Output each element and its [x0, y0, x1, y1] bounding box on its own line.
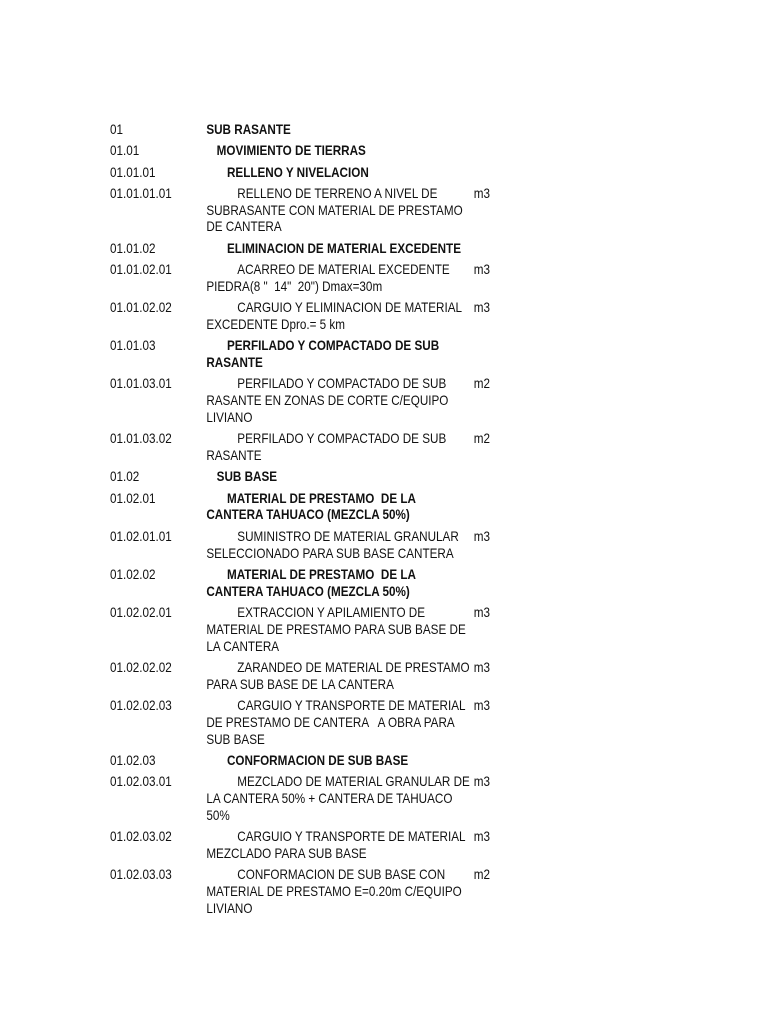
item-code: 01.01.03 [110, 338, 156, 354]
item-row [110, 469, 540, 486]
item-code: 01.01.03.02 [110, 431, 172, 447]
item-code: 01.02.03.01 [110, 774, 172, 790]
item-row [110, 698, 540, 748]
item-code: 01.02.02.02 [110, 659, 172, 675]
item-description: PERFILADO Y COMPACTADO DE SUB RASANTE [206, 338, 443, 371]
item-description: RELLENO Y NIVELACION [226, 164, 369, 180]
item-description: EXTRACCION Y APILAMIENTO DE MATERIAL DE PRESTAMO PARA SUB BASE DE LA CANTERA [206, 604, 469, 654]
item-row [110, 431, 540, 465]
item-unit: m3 [473, 828, 491, 844]
item-row [110, 567, 540, 601]
item-unit: m3 [473, 262, 491, 278]
item-description: SUB RASANTE [206, 122, 291, 137]
item-unit: m3 [473, 604, 491, 620]
item-description: PERFILADO Y COMPACTADO DE SUB RASANTE [206, 431, 450, 464]
item-description: SUMINISTRO DE MATERIAL GRANULAR SELECCIONADO PARA SUB BASE CANTERA [206, 528, 463, 561]
item-code: 01.01.03.01 [110, 376, 172, 392]
item-row [110, 186, 540, 236]
item-description: CARGUIO Y TRANSPORTE DE MATERIAL MEZCLADO PARA SUB BASE [206, 828, 469, 861]
item-code: 01.01.01.01 [110, 185, 172, 201]
item-description: PERFILADO Y COMPACTADO DE SUB RASANTE EN ZONAS DE CORTE C/EQUIPO LIVIANO [206, 376, 452, 425]
item-description: CONFORMACION DE SUB BASE [226, 752, 409, 768]
item-description: MATERIAL DE PRESTAMO DE LA CANTERA TAHUACO (MEZCLA 50%) [206, 490, 419, 523]
item-row [110, 774, 540, 824]
item-code: 01.02.01 [110, 490, 156, 506]
item-description: ELIMINACION DE MATERIAL EXCEDENTE [226, 240, 462, 256]
item-unit: m2 [473, 867, 491, 883]
item-description: ACARREO DE MATERIAL EXCEDENTE PIEDRA(8 " 14" 20") Dmax=30m [206, 262, 453, 294]
item-description: MOVIMIENTO DE TIERRAS [216, 143, 366, 159]
item-row [110, 300, 540, 334]
item-code: 01.02.03.03 [110, 867, 172, 883]
item-unit: m3 [473, 659, 491, 675]
item-row [110, 143, 540, 160]
item-description: ZARANDEO DE MATERIAL DE PRESTAMO PARA SUB BASE DE LA CANTERA [206, 659, 473, 692]
item-description: CARGUIO Y TRANSPORTE DE MATERIAL DE PRESTAMO DE CANTERA A OBRA PARA SUB BASE [206, 697, 469, 747]
item-code: 01.02.03 [110, 752, 156, 768]
item-row [110, 867, 540, 917]
item-unit: m2 [473, 431, 491, 447]
item-unit: m3 [473, 300, 491, 316]
item-row [110, 829, 540, 863]
item-row [110, 122, 540, 139]
item-description: SUB BASE [216, 469, 278, 485]
item-row [110, 262, 540, 296]
item-row [110, 660, 540, 694]
item-code: 01.02.02.03 [110, 697, 172, 713]
item-description: CARGUIO Y ELIMINACION DE MATERIAL EXCEDENTE Dpro.= 5 km [206, 300, 465, 332]
item-code: 01.02.02 [110, 566, 156, 582]
item-code: 01.01.02.01 [110, 262, 172, 278]
item-description: MATERIAL DE PRESTAMO DE LA CANTERA TAHUACO (MEZCLA 50%) [206, 566, 419, 599]
item-code: 01.01.02 [110, 240, 156, 256]
item-code: 01.02 [110, 469, 140, 485]
item-code: 01.01.01 [110, 164, 156, 180]
item-row [110, 491, 540, 525]
item-row [110, 529, 540, 563]
item-unit: m3 [473, 697, 491, 713]
item-description: MEZCLADO DE MATERIAL GRANULAR DE LA CANTERA 50% + CANTERA DE TAHUACO 50% [206, 774, 474, 823]
item-code: 01.01 [110, 143, 140, 159]
item-row [110, 753, 540, 770]
item-code: 01.02.01.01 [110, 528, 172, 544]
item-code: 01.02.03.02 [110, 828, 172, 844]
item-description: CONFORMACION DE SUB BASE CON MATERIAL DE PRESTAMO E=0.20m C/EQUIPO LIVIANO [206, 867, 465, 916]
item-unit: m3 [473, 185, 491, 201]
item-row [110, 165, 540, 182]
item-unit: m2 [473, 376, 491, 392]
item-code: 01 [110, 122, 124, 137]
item-row [110, 241, 540, 258]
item-code: 01.01.02.02 [110, 300, 172, 316]
item-row [110, 605, 540, 655]
budget-item-list [110, 122, 540, 922]
item-description: RELLENO DE TERRENO A NIVEL DE SUBRASANTE CON MATERIAL DE PRESTAMO DE CANTERA [206, 185, 466, 235]
item-unit: m3 [473, 528, 491, 544]
item-unit: m3 [473, 774, 491, 790]
item-row [110, 338, 540, 372]
item-row [110, 376, 540, 426]
item-code: 01.02.02.01 [110, 604, 172, 620]
